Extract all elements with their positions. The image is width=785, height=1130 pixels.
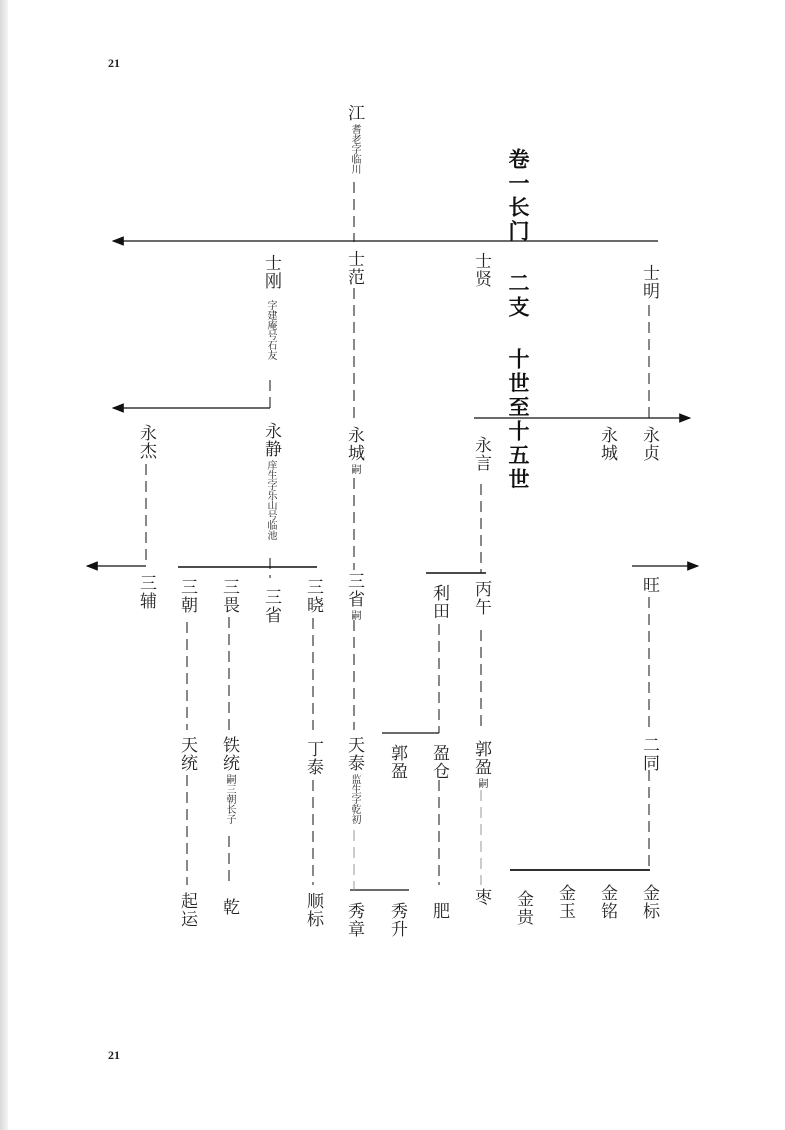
note-sansheng: 嗣: [349, 610, 360, 620]
person-bingwu: 丙午: [471, 580, 491, 616]
note-jiang: 耆老字临川: [349, 124, 360, 174]
person-wang: 旺: [639, 576, 659, 594]
person-shigang: 士刚: [261, 254, 281, 290]
person-jinbiao: 金标: [639, 884, 659, 920]
person-jinming: 金铭: [597, 884, 617, 920]
note-tiantai: 监生字乾初: [349, 774, 360, 824]
person-shiming: 士明: [639, 264, 659, 300]
person-shifan: 士范: [344, 250, 364, 286]
person-litian: 利田: [429, 584, 449, 620]
person-tiantong: 天统: [177, 736, 197, 772]
person-yongjie: 永杰: [136, 424, 156, 460]
person-sanxiao: 三晓: [303, 578, 323, 614]
person-yongyan: 永言: [471, 436, 491, 472]
person-zao: 枣: [471, 888, 491, 906]
note-tietong: 嗣三朝长子: [224, 774, 235, 824]
person-yingcang: 盈仓: [429, 744, 449, 780]
person-qian: 乾: [219, 898, 239, 916]
note-yongjing: 庠生字乐山号临池: [265, 460, 276, 540]
person-sansheng-2: 三省: [261, 588, 281, 624]
person-sanfu: 三辅: [136, 574, 156, 610]
person-dingtai: 丁泰: [303, 740, 323, 776]
person-xiusheng: 秀升: [387, 902, 407, 938]
page-number-top: 21: [108, 56, 120, 70]
person-shixian: 士贤: [471, 252, 491, 288]
person-fei: 肥: [429, 902, 449, 920]
person-sanwei: 三畏: [219, 578, 239, 614]
person-guoying: 郭盈: [387, 744, 407, 780]
note-shigang: 字建庵号石友: [265, 300, 276, 360]
person-yongjing: 永静: [261, 422, 281, 458]
person-sanchao: 三朝: [177, 578, 197, 614]
person-tietong: 铁统: [219, 736, 239, 772]
person-jingui: 金贵: [513, 890, 533, 926]
person-ertong: 二同: [639, 736, 659, 772]
person-guoying-2: 郭盈: [471, 740, 491, 776]
person-yongzhen: 永贞: [639, 426, 659, 462]
person-qiyun: 起运: [177, 892, 197, 928]
person-tiantai: 天泰: [344, 736, 364, 772]
person-jinyu: 金玉: [555, 884, 575, 920]
page-number-bottom: 21: [108, 1048, 120, 1062]
person-jiang: 江: [344, 104, 364, 122]
person-yongcheng-1: 永城: [344, 426, 364, 462]
person-shunbiao: 顺标: [303, 892, 323, 928]
person-sansheng: 三省: [344, 572, 364, 608]
note-yongcheng-1: 嗣: [349, 464, 360, 474]
person-yongcheng-2: 永城: [597, 426, 617, 462]
note-guoying-2: 嗣: [476, 778, 487, 788]
person-xiuzhang: 秀章: [344, 902, 364, 938]
section-title: 卷一长门 二支 十世至十五世: [506, 148, 531, 492]
